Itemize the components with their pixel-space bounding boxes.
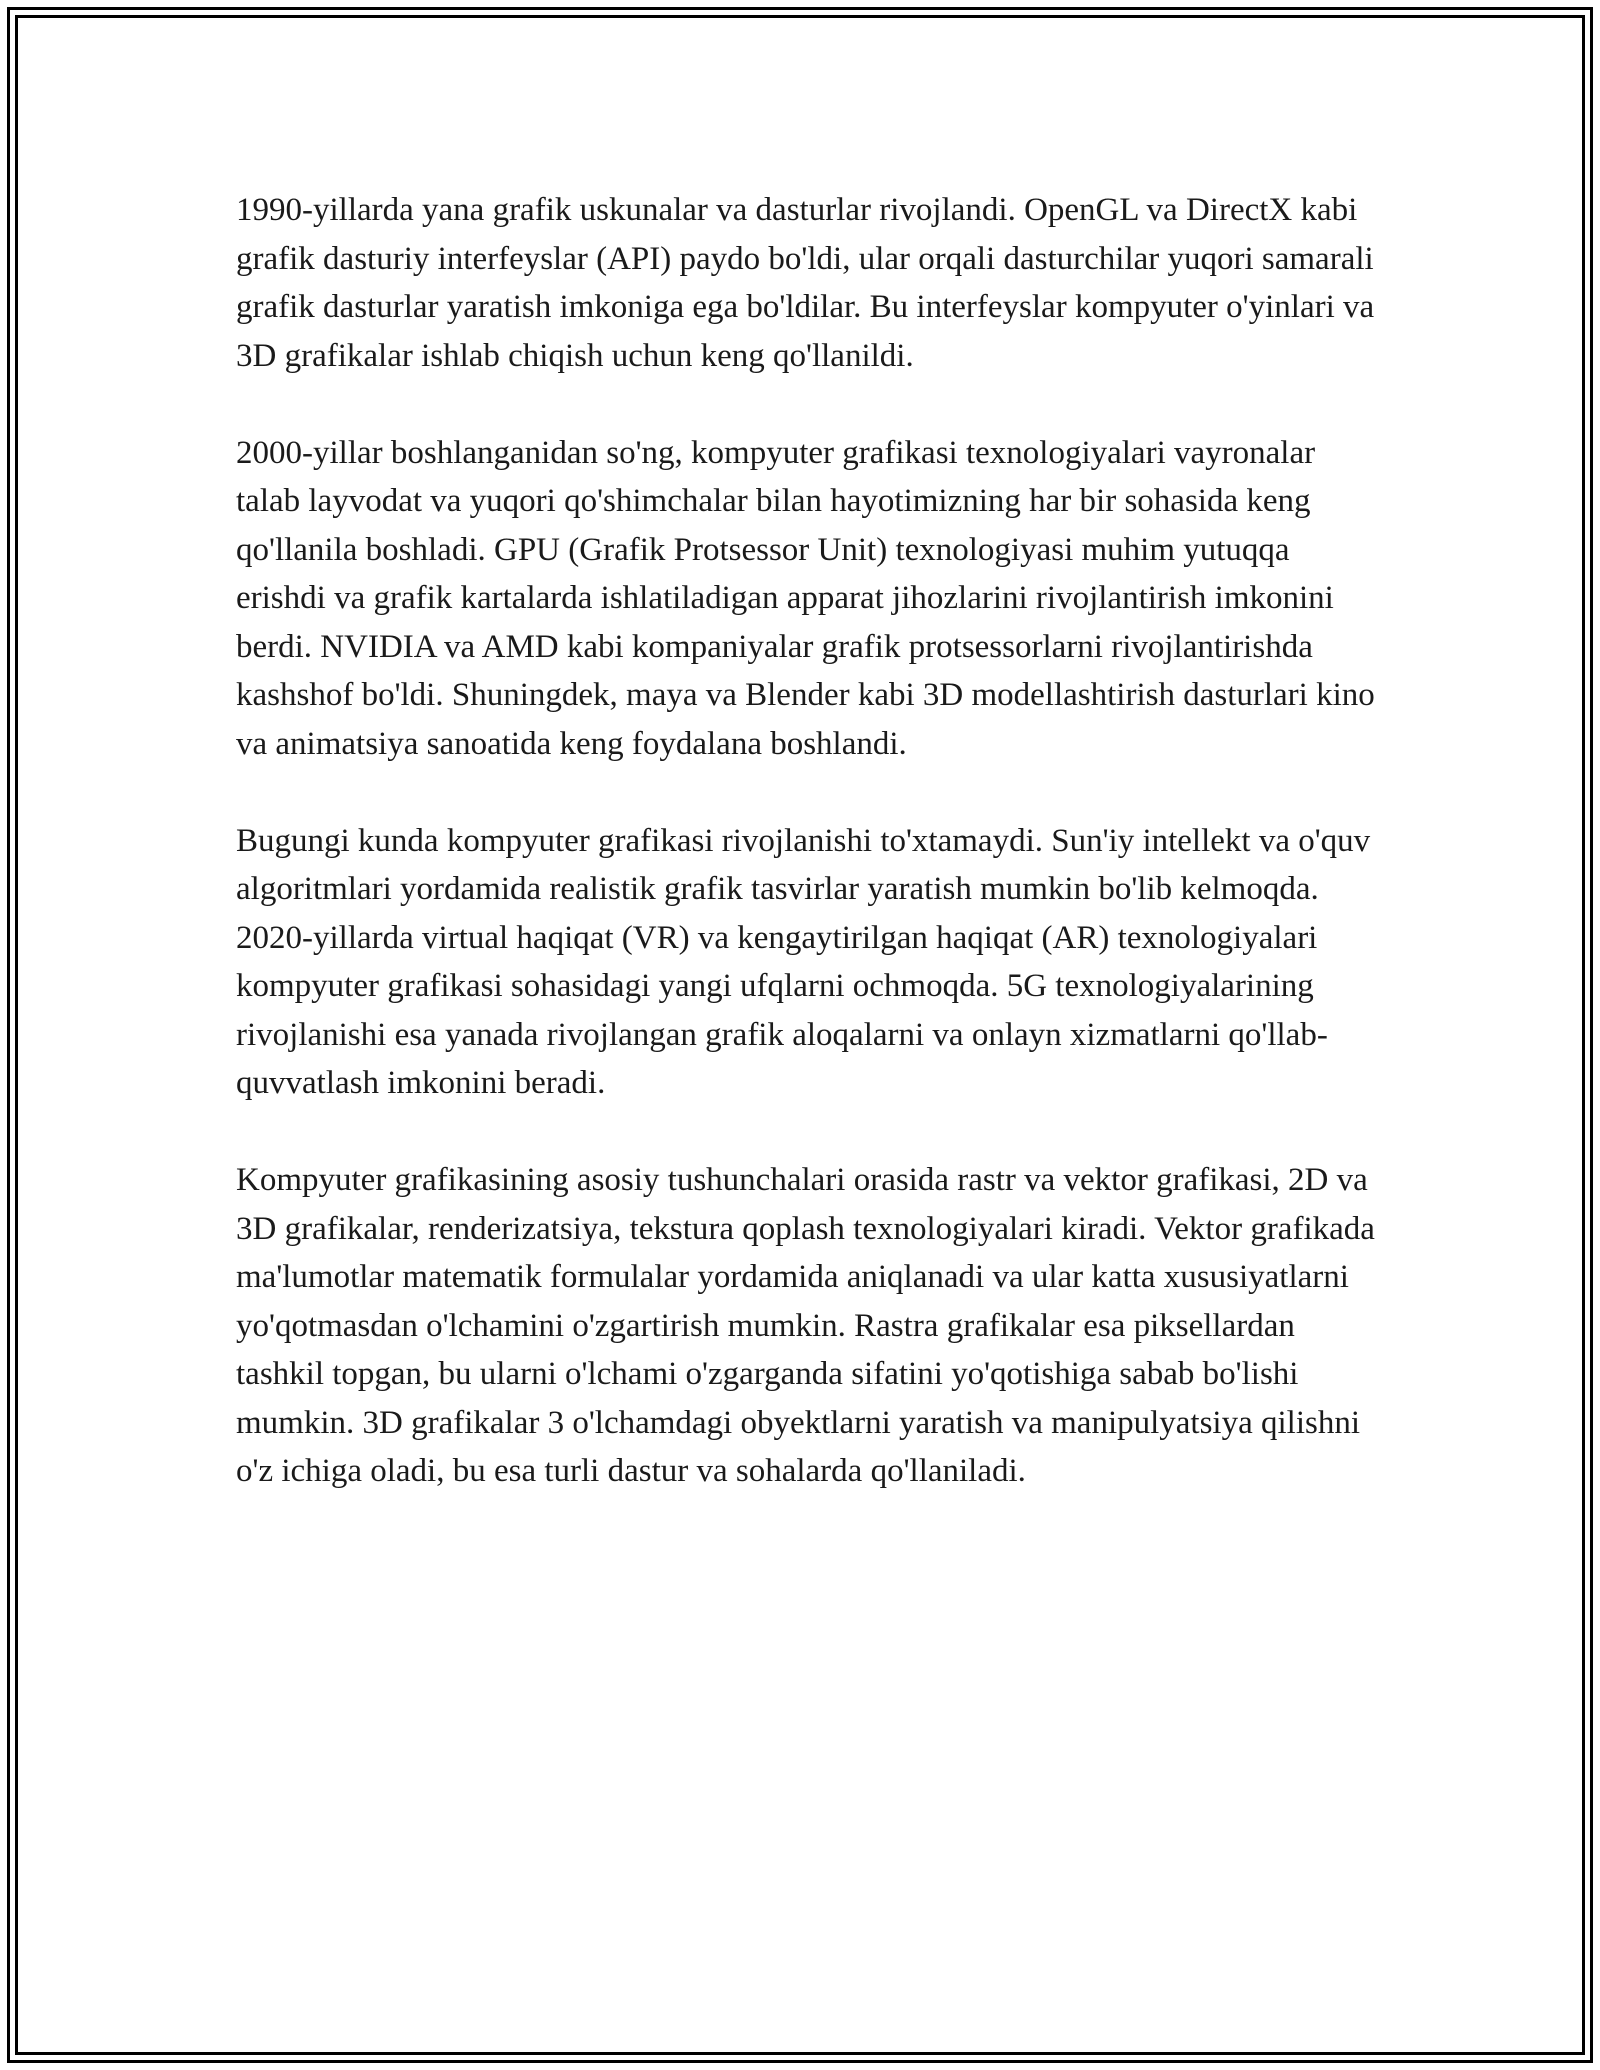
- document-body: [236, 186, 1376, 1544]
- paragraph-today: Bugungi kunda kompyuter grafikasi rivojlanishi to'xtamaydi. Sun'iy intellekt va o'quv algoritmlari yordamida realistik grafik tasvirlar yaratish mumkin bo'lib kelmoqda. 2020-yillarda virtual haqiqat (VR) va kengaytirilgan haqiqat (AR) texnologiyalari kompyuter grafikasi sohasidagi yangi ufqlarni ochmoqda. 5G texnologiyalarining rivojlanishi esa yanada rivojlangan grafik aloqalarni va onlayn xizmatlarni qo'llab-quvvatlash imkonini beradi.: [236, 822, 1371, 1101]
- paragraph-1990s: 1990-yillarda yana grafik uskunalar va dasturlar rivojlandi. OpenGL va DirectX kabi grafik dasturiy interfeyslar (API) paydo bo'ldi, ular orqali dasturchilar yuqori samarali grafik dasturlar yaratish imkoniga ega bo'ldilar. Bu interfeyslar kompyuter o'yinlari va 3D grafikalar ishlab chiqish uchun keng qo'llanildi.: [236, 192, 1375, 374]
- paragraph-concepts: Kompyuter grafikasining asosiy tushunchalari orasida rastr va vektor grafikasi, 2D va 3D grafikalar, renderizatsiya, tekstura qoplash texnologiyalari kiradi. Vektor grafikada ma'lumotlar matematik formulalar yordamida aniqlanadi va ular katta xususiyatlarni yo'qotmasdan o'lchamini o'zgartirish mumkin. Rastra grafikalar esa piksellardan tashkil topgan, bu ularni o'lchami o'zgarganda sifatini yo'qotishiga sabab bo'lishi mumkin. 3D grafikalar 3 o'lchamdagi obyektlarni yaratish va manipulyatsiya qilishni o'z ichiga oladi, bu esa turli dastur va sohalarda qo'llaniladi.: [236, 1162, 1375, 1489]
- paragraph-2000s: 2000-yillar boshlanganidan so'ng, kompyuter grafikasi texnologiyalari vayronalar talab layvodat va yuqori qo'shimchalar bilan hayotimizning har bir sohasida keng qo'llanila boshladi. GPU (Grafik Protsessor Unit) texnologiyasi muhim yutuqqa erishdi va grafik kartalarda ishlatiladigan apparat jihozlarini rivojlantirish imkonini berdi. NVIDIA va AMD kabi kompaniyalar grafik protsessorlarni rivojlantirishda kashshof bo'ldi. Shuningdek, maya va Blender kabi 3D modellashtirish dasturlari kino va animatsiya sanoatida keng foydalana boshlandi.: [236, 434, 1375, 762]
